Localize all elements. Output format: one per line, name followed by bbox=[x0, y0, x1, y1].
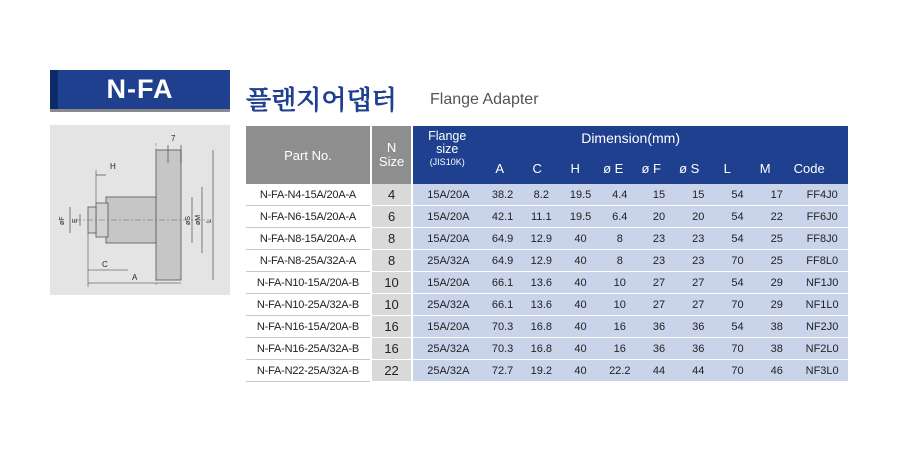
code-cell: FF8L0 bbox=[796, 250, 848, 272]
part-number-cell: N-FA-N4-15A/20A-A bbox=[246, 184, 370, 206]
dimension-cell: 36 bbox=[639, 338, 678, 360]
dimension-header bbox=[411, 126, 848, 184]
dimension-cell: 10 bbox=[600, 294, 639, 316]
dimension-cell: 40 bbox=[561, 228, 600, 250]
dimension-cell: 12.9 bbox=[522, 250, 561, 272]
table-row bbox=[246, 316, 848, 338]
dimension-cell: 19.2 bbox=[522, 360, 561, 382]
dimension-cell: 23 bbox=[639, 228, 678, 250]
dimension-cell: 23 bbox=[679, 228, 718, 250]
specification-body bbox=[246, 184, 848, 382]
n-size-cell: 6 bbox=[370, 206, 411, 228]
part-number-cell: N-FA-N8-25A/32A-A bbox=[246, 250, 370, 272]
code-cell: NF1J0 bbox=[796, 272, 848, 294]
dimension-cell: 23 bbox=[679, 250, 718, 272]
flange-size-cell: 25A/32A bbox=[411, 250, 483, 272]
flange-plate bbox=[156, 150, 181, 280]
dimension-cell: 29 bbox=[757, 294, 796, 316]
dimension-title: Dimension(mm) bbox=[581, 130, 680, 146]
code-cell: NF3L0 bbox=[796, 360, 848, 382]
dimension-cell: 64.9 bbox=[483, 228, 521, 250]
dimension-column-labels bbox=[413, 161, 848, 176]
flange-size-cell: 25A/32A bbox=[411, 338, 483, 360]
dimension-cell: 44 bbox=[679, 360, 718, 382]
diagram-label-e: E bbox=[72, 218, 79, 223]
dimension-cell: 16 bbox=[600, 338, 639, 360]
dimension-cell: 64.9 bbox=[483, 250, 521, 272]
dimension-cell: 70.3 bbox=[483, 338, 521, 360]
flange-size-cell: 15A/20A bbox=[411, 228, 483, 250]
flange-header-line-1: Flange bbox=[428, 129, 467, 143]
flange-column-spacer bbox=[413, 161, 481, 176]
table-row bbox=[246, 360, 848, 382]
dimension-cell: 19.5 bbox=[561, 184, 600, 206]
flange-size-cell: 25A/32A bbox=[411, 360, 483, 382]
n-size-cell: 10 bbox=[370, 294, 411, 316]
flange-adapter-diagram bbox=[50, 125, 230, 295]
flange-size-cell: 25A/32A bbox=[411, 294, 483, 316]
n-size-cell: 16 bbox=[370, 338, 411, 360]
dimension-cell: 40 bbox=[561, 338, 600, 360]
specification-table bbox=[246, 126, 848, 382]
table-row bbox=[246, 228, 848, 250]
flange-size-cell: 15A/20A bbox=[411, 272, 483, 294]
part-number-cell: N-FA-N10-25A/32A-B bbox=[246, 294, 370, 316]
dimension-cell: 8 bbox=[600, 250, 639, 272]
flange-header-line-2: size bbox=[436, 142, 459, 156]
flange-size-cell: 15A/20A bbox=[411, 206, 483, 228]
dimension-cell: 12.9 bbox=[522, 228, 561, 250]
code-cell: NF2L0 bbox=[796, 338, 848, 360]
diagram-label-phi-f: øF bbox=[59, 216, 66, 225]
part-number-cell: N-FA-N8-15A/20A-A bbox=[246, 228, 370, 250]
n-size-header bbox=[370, 126, 411, 184]
dimension-cell: 54 bbox=[718, 184, 757, 206]
code-cell: FF8J0 bbox=[796, 228, 848, 250]
dimension-column-label: C bbox=[532, 161, 542, 176]
dimension-cell: 27 bbox=[639, 272, 678, 294]
dimension-cell: 44 bbox=[639, 360, 678, 382]
page-title-english: Flange Adapter bbox=[430, 91, 539, 108]
dimension-cell: 38 bbox=[757, 316, 796, 338]
dimension-column-label: ø S bbox=[679, 161, 700, 176]
dimension-cell: 66.1 bbox=[483, 272, 521, 294]
product-badge bbox=[50, 70, 230, 112]
part-number-cell: N-FA-N16-15A/20A-B bbox=[246, 316, 370, 338]
dimension-cell: 8 bbox=[600, 228, 639, 250]
dimension-cell: 70 bbox=[718, 338, 757, 360]
dimension-cell: 11.1 bbox=[522, 206, 561, 228]
diagram-label-c: C bbox=[102, 260, 108, 269]
dimension-cell: 25 bbox=[757, 250, 796, 272]
dimension-column-label: ø F bbox=[641, 161, 661, 176]
dimension-cell: 13.6 bbox=[522, 272, 561, 294]
dimension-cell: 15 bbox=[679, 184, 718, 206]
table-row bbox=[246, 338, 848, 360]
dimension-cell: 40 bbox=[561, 250, 600, 272]
dimension-cell: 23 bbox=[639, 250, 678, 272]
part-number-cell: N-FA-N10-15A/20A-B bbox=[246, 272, 370, 294]
dimension-cell: 19.5 bbox=[561, 206, 600, 228]
dimension-cell: 20 bbox=[679, 206, 718, 228]
part-number-cell: N-FA-N22-25A/32A-B bbox=[246, 360, 370, 382]
table-row bbox=[246, 250, 848, 272]
table-row bbox=[246, 184, 848, 206]
dimension-cell: 20 bbox=[639, 206, 678, 228]
dimension-cell: 70.3 bbox=[483, 316, 521, 338]
n-size-cell: 22 bbox=[370, 360, 411, 382]
dimension-cell: 10 bbox=[600, 272, 639, 294]
diagram-label-phi-s: øS bbox=[185, 216, 192, 225]
n-size-cell: 16 bbox=[370, 316, 411, 338]
dimension-cell: 46 bbox=[757, 360, 796, 382]
code-cell: FF4J0 bbox=[796, 184, 848, 206]
dimension-cell: 54 bbox=[718, 206, 757, 228]
dimension-cell: 72.7 bbox=[483, 360, 521, 382]
dimension-cell: 29 bbox=[757, 272, 796, 294]
part-number-cell: N-FA-N6-15A/20A-A bbox=[246, 206, 370, 228]
flange-size-cell: 15A/20A bbox=[411, 184, 483, 206]
dimension-column-label: M bbox=[759, 161, 771, 176]
code-cell: NF2J0 bbox=[796, 316, 848, 338]
code-cell: NF1L0 bbox=[796, 294, 848, 316]
dimension-cell: 40 bbox=[561, 360, 600, 382]
diagram-label-a: A bbox=[132, 273, 138, 282]
dimension-cell: 66.1 bbox=[483, 294, 521, 316]
dimension-cell: 54 bbox=[718, 272, 757, 294]
part-number-cell: N-FA-N16-25A/32A-B bbox=[246, 338, 370, 360]
dimension-column-label: A bbox=[495, 161, 505, 176]
dimension-cell: 70 bbox=[718, 294, 757, 316]
dimension-cell: 22.2 bbox=[600, 360, 639, 382]
dimension-cell: 40 bbox=[561, 272, 600, 294]
dimension-cell: 16.8 bbox=[522, 316, 561, 338]
dimension-cell: 36 bbox=[679, 316, 718, 338]
dimension-cell: 54 bbox=[718, 228, 757, 250]
dimension-cell: 70 bbox=[718, 360, 757, 382]
dimension-cell: 25 bbox=[757, 228, 796, 250]
dimension-cell: 38.2 bbox=[483, 184, 521, 206]
dimension-cell: 8.2 bbox=[522, 184, 561, 206]
page-title-korean: 플랜지어댑터 bbox=[246, 86, 397, 116]
n-size-cell: 8 bbox=[370, 250, 411, 272]
table-row bbox=[246, 272, 848, 294]
dimension-cell: 54 bbox=[718, 316, 757, 338]
code-cell: FF6J0 bbox=[796, 206, 848, 228]
flange-header-line-3: (JIS10K) bbox=[429, 157, 465, 167]
dimension-cell: 4.4 bbox=[600, 184, 639, 206]
dimension-cell: 27 bbox=[679, 294, 718, 316]
dimension-cell: 36 bbox=[639, 316, 678, 338]
n-size-cell: 10 bbox=[370, 272, 411, 294]
dimension-cell: 6.4 bbox=[600, 206, 639, 228]
diagram-label-h: H bbox=[110, 162, 116, 171]
dimension-cell: 15 bbox=[639, 184, 678, 206]
n-size-header-line-1: N bbox=[386, 140, 397, 155]
diagram-label-7: 7 bbox=[171, 134, 176, 143]
n-size-cell: 4 bbox=[370, 184, 411, 206]
dimension-cell: 22 bbox=[757, 206, 796, 228]
dimension-cell: 17 bbox=[757, 184, 796, 206]
n-size-header-line-2: Size bbox=[378, 154, 405, 169]
dimension-cell: 16 bbox=[600, 316, 639, 338]
dimension-cell: 42.1 bbox=[483, 206, 521, 228]
table-row bbox=[246, 206, 848, 228]
dimension-column-label: Code bbox=[793, 161, 825, 176]
dimension-column-label: H bbox=[570, 161, 580, 176]
dimension-cell: 16.8 bbox=[522, 338, 561, 360]
n-size-cell: 8 bbox=[370, 228, 411, 250]
dimension-cell: 40 bbox=[561, 294, 600, 316]
diagram-label-phi-m: øM bbox=[195, 214, 202, 225]
badge-label: N-FA bbox=[106, 74, 174, 104]
dimension-column-label: ø E bbox=[603, 161, 624, 176]
diagram-label-l: L bbox=[206, 219, 213, 223]
part-number-header: Part No. bbox=[246, 126, 370, 184]
table-row bbox=[246, 294, 848, 316]
dimension-cell: 70 bbox=[718, 250, 757, 272]
dimension-cell: 27 bbox=[639, 294, 678, 316]
dimension-cell: 40 bbox=[561, 316, 600, 338]
dimension-cell: 36 bbox=[679, 338, 718, 360]
dimension-cell: 13.6 bbox=[522, 294, 561, 316]
dimension-cell: 27 bbox=[679, 272, 718, 294]
dimension-cell: 38 bbox=[757, 338, 796, 360]
dimension-column-label: L bbox=[723, 161, 731, 176]
flange-size-cell: 15A/20A bbox=[411, 316, 483, 338]
